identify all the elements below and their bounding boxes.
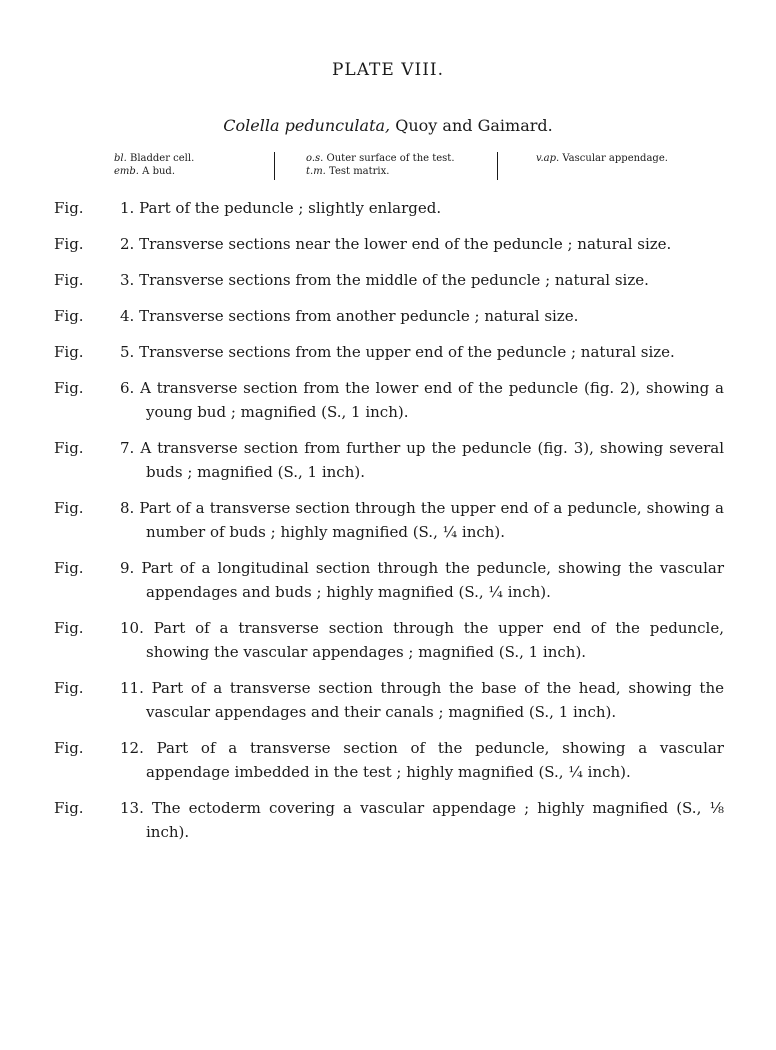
figure-text: Part of a transverse section through the upper end of the peduncle, showing the vascular appendages ; magnified (S., 1 inch). [146,619,724,661]
figure-label: Fig. [54,559,84,577]
legend-entry [114,152,264,165]
figure-entry [54,556,724,604]
figure-caption [120,232,724,256]
figure-text: Transverse sections near the lower end of the peduncle ; natural size. [139,235,672,253]
figure-entry [54,268,724,292]
figure-number: 5. [120,343,135,361]
legend-text: A bud. [142,166,175,177]
figure-number: 1. [120,199,135,217]
legend-entry [306,165,496,178]
figure-caption [120,268,724,292]
legend-column-2 [306,152,496,178]
plate-title: PLATE VIII. [331,60,445,80]
figure-entry [54,796,724,844]
legend-entry [536,152,736,165]
figure-entry [54,496,724,544]
figure-number: 13. [120,799,144,817]
figure-entry [54,232,724,256]
legend-abbr: emb. [114,166,139,177]
figure-entry [54,376,724,424]
figure-entry [54,340,724,364]
figure-text: Part of a longitudinal section through the peduncle, showing the vascular appendages and buds ; highly magnified (S., ¼ inch). [141,559,724,601]
legend-text: Outer surface of the test. [326,153,455,164]
figure-number: 3. [120,271,135,289]
figure-label: Fig. [54,499,84,517]
figure-caption [120,340,724,364]
plate-subtitle [0,116,776,135]
figure-caption [120,496,724,544]
figure-number: 12. [120,739,144,757]
figure-number: 10. [120,619,144,637]
figure-number: 6. [120,379,135,397]
figure-text: Part of a transverse section through the upper end of a peduncle, showing a number of buds ; highly magnified (S., ¼ inch). [139,499,724,541]
figure-entry [54,304,724,328]
species-name: Colella pedunculata, [223,116,391,135]
figure-caption [120,736,724,784]
figure-label: Fig. [54,271,84,289]
figure-label: Fig. [54,739,84,757]
legend-divider [497,152,498,180]
figure-caption [120,676,724,724]
legend-column-1 [114,152,264,178]
figure-text: A transverse section from the lower end of the peduncle (fig. 2), showing a young bud ; magnified (S., 1 inch). [140,379,724,421]
figure-number: 8. [120,499,135,517]
figure-label: Fig. [54,379,84,397]
figure-text: Transverse sections from the middle of the peduncle ; natural size. [139,271,649,289]
figure-entry [54,436,724,484]
figure-label: Fig. [54,439,84,457]
figure-text: Part of a transverse section through the base of the head, showing the vascular appendages and their canals ; magnified (S., 1 inch). [146,679,724,721]
figure-caption [120,796,724,844]
figure-entry [54,736,724,784]
legend-text: Test matrix. [329,166,390,177]
species-authority: Quoy and Gaimard. [395,116,553,135]
legend-abbr: v.ap. [536,153,560,164]
legend-entry [306,152,496,165]
figure-label: Fig. [54,199,84,217]
figure-caption [120,616,724,664]
abbreviation-legend [0,152,776,184]
legend-abbr: t.m. [306,166,326,177]
figure-caption [120,436,724,484]
figure-number: 2. [120,235,135,253]
figure-text: A transverse section from further up the peduncle (fig. 3), showing several buds ; magnified (S., 1 inch). [140,439,724,481]
legend-abbr: bl. [114,153,127,164]
figure-caption [120,376,724,424]
figure-entry [54,196,724,220]
figure-entry [54,616,724,664]
figure-number: 9. [120,559,135,577]
figure-number: 11. [120,679,144,697]
figure-label: Fig. [54,343,84,361]
figure-text: Part of the peduncle ; slightly enlarged. [139,199,442,217]
figure-text: Part of a transverse section of the peduncle, showing a vascular appendage imbedded in the test ; highly magnified (S., ¼ inch). [146,739,724,781]
figure-label: Fig. [54,235,84,253]
figure-caption [120,556,724,604]
legend-text: Bladder cell. [129,153,195,164]
figure-caption [120,196,724,220]
legend-column-3 [536,152,736,165]
figure-caption [120,304,724,328]
legend-abbr: o.s. [306,153,324,164]
figure-text: The ectoderm covering a vascular appendage ; highly magnified (S., ⅛ inch). [146,799,724,841]
figure-label: Fig. [54,799,84,817]
legend-divider [274,152,275,180]
figure-label: Fig. [54,307,84,325]
figure-list [54,196,724,856]
figure-entry [54,676,724,724]
figure-text: Transverse sections from another peduncle ; natural size. [139,307,579,325]
figure-label: Fig. [54,619,84,637]
legend-text: Vascular appendage. [562,153,668,164]
figure-text: Transverse sections from the upper end of the peduncle ; natural size. [139,343,675,361]
figure-label: Fig. [54,679,84,697]
figure-number: 7. [120,439,135,457]
legend-entry [114,165,264,178]
figure-number: 4. [120,307,135,325]
